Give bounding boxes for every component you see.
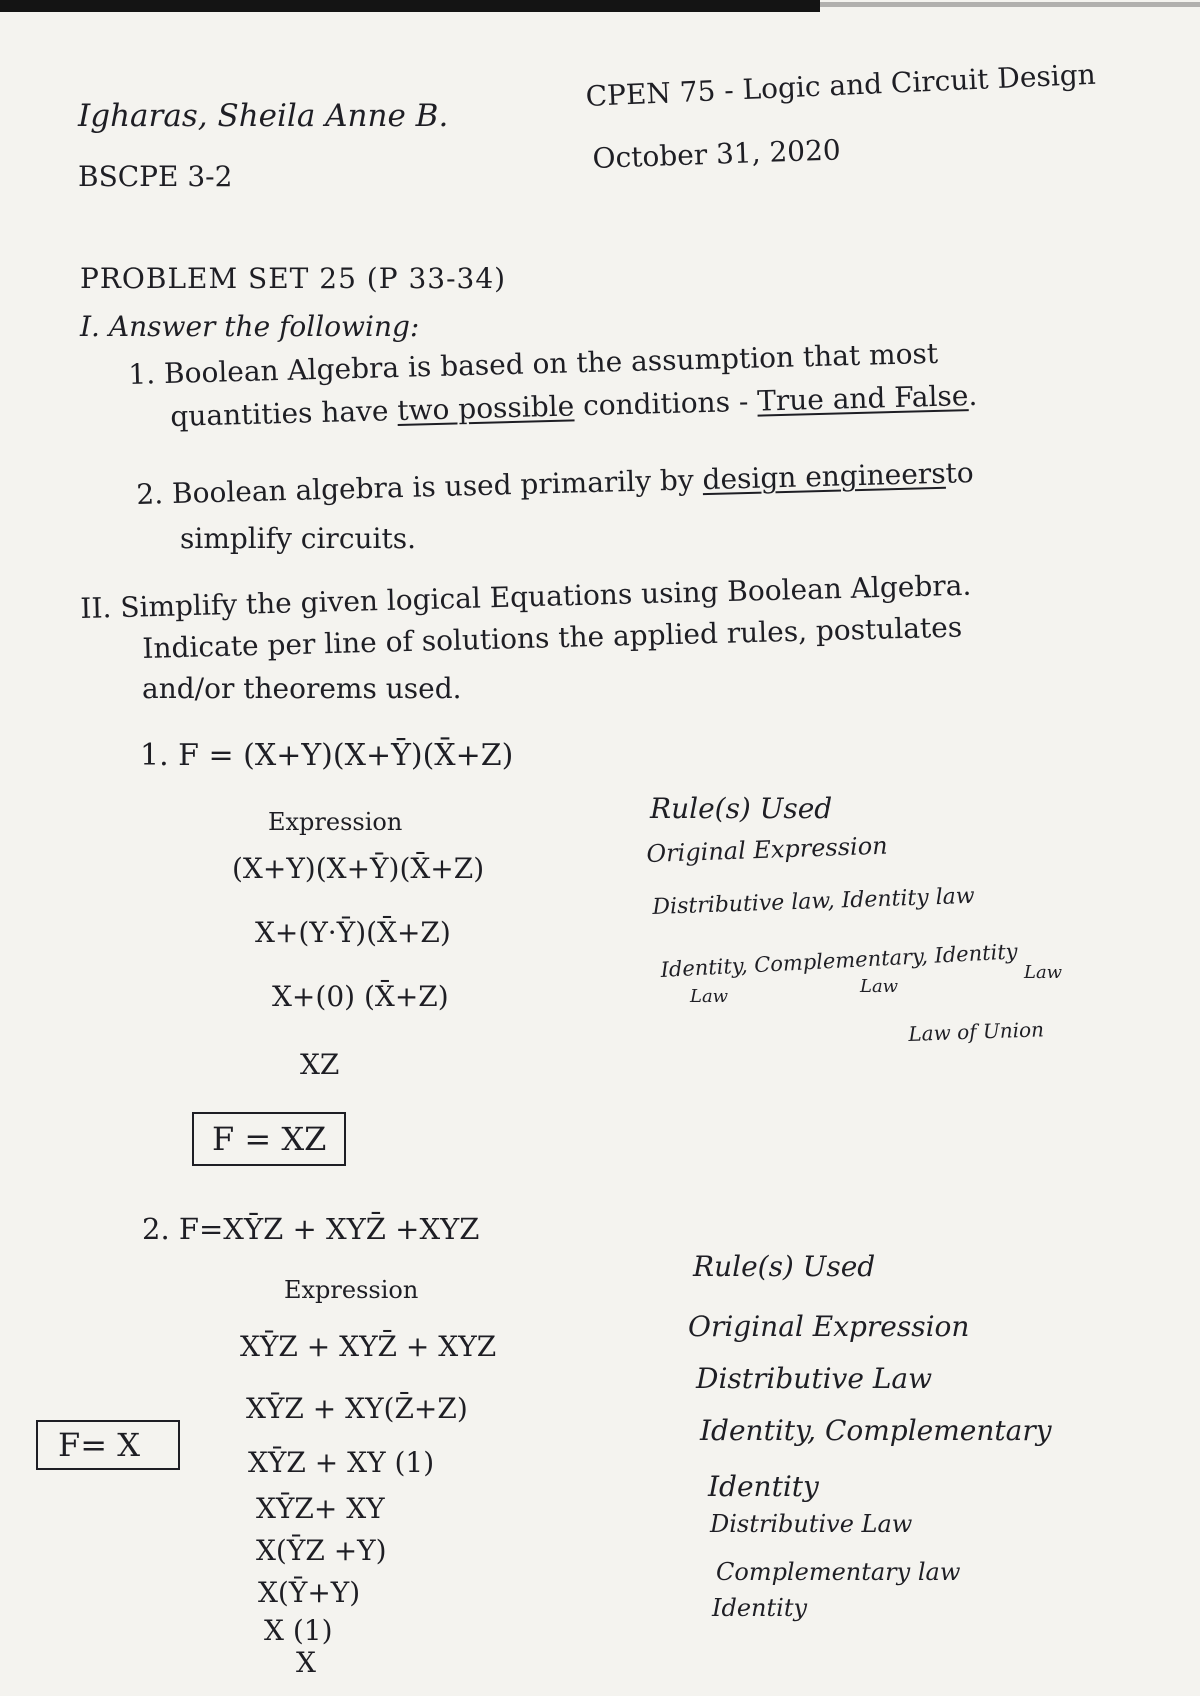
part2-heading-line-1: II. Simplify the given logical Equations using Boolean Algebra. <box>80 568 972 625</box>
problem-1-step-1: (X+Y)(X+Ȳ)(X̄+Z) <box>232 852 485 885</box>
problem-2-rule-6: Complementary law <box>716 1558 961 1586</box>
question-1-period: . <box>967 378 978 413</box>
problem-1-rule-2: Distributive law, Identity law <box>652 883 976 920</box>
problem-2-rule-7: Identity <box>712 1594 808 1622</box>
problem-1-rule-3: Identity, Complementary, Identity <box>660 939 1019 982</box>
problem-2-step-2: XȲZ + XY(Z̄+Z) <box>246 1392 468 1425</box>
question-1-text: Boolean Algebra is based on the assumption that most <box>163 336 939 391</box>
question-2-text-end: to <box>945 456 975 490</box>
problem-2-rule-2: Distributive Law <box>696 1362 933 1395</box>
course-title: CPEN 75 - Logic and Circuit Design <box>585 57 1097 113</box>
part2-heading-line-2: Indicate per line of solutions the applied rules, postulates <box>142 610 963 665</box>
problem-2-step-8: X <box>296 1646 316 1679</box>
problem-2-answer-box: F= X <box>36 1420 180 1470</box>
student-name: Igharas, Sheila Anne B. <box>78 98 449 134</box>
problem-1-rule-1: Original Expression <box>646 831 889 868</box>
problem-1-expression-header: Expression <box>268 808 403 836</box>
question-2-line-1 <box>136 456 974 511</box>
problem-2-rule-3: Identity, Complementary <box>700 1414 1052 1447</box>
answer-blank-design-engineers: design engineers <box>702 456 946 497</box>
question-2-text: Boolean algebra is used primarily by <box>171 463 695 511</box>
problem-1-rules-header: Rule(s) Used <box>650 792 833 825</box>
answer-blank-two-possible: two possible <box>396 389 575 428</box>
problem-2-rule-4: Identity <box>708 1470 819 1503</box>
problem-1-step-2: X+(Y·Ȳ)(X̄+Z) <box>255 916 451 949</box>
question-1-text-pre: quantities have <box>170 394 389 433</box>
problem-1-rule-4: Law of Union <box>908 1017 1045 1046</box>
problem-1-answer-box: F = XZ <box>192 1112 346 1166</box>
problem-1-rule-3-law-b: Law <box>860 976 899 997</box>
scan-top-edge <box>0 0 820 12</box>
part2-heading-line-3: and/or theorems used. <box>142 672 462 705</box>
problem-2-equation: 2. F=XȲZ + XYZ̄ +XYZ <box>142 1212 480 1246</box>
problem-2-step-6: X(Ȳ+Y) <box>258 1576 361 1609</box>
scan-top-edge-faint <box>820 2 1200 7</box>
part1-heading: I. Answer the following: <box>80 310 420 343</box>
problem-2-rule-1: Original Expression <box>688 1310 970 1343</box>
problem-2-step-3: XȲZ + XY (1) <box>248 1446 435 1479</box>
date: October 31, 2020 <box>592 133 842 175</box>
problem-1-rule-3-law-c: Law <box>1024 962 1063 983</box>
student-section: BSCPE 3-2 <box>78 160 233 193</box>
problem-2-rules-header: Rule(s) Used <box>693 1250 876 1283</box>
problem-2-step-4: XȲZ+ XY <box>256 1492 385 1525</box>
problem-set-title: PROBLEM SET 25 (P 33-34) <box>80 262 507 295</box>
answer-blank-true-false: True and False <box>756 379 969 418</box>
problem-2-expression-header: Expression <box>284 1276 419 1304</box>
problem-1-step-4: XZ <box>300 1048 340 1081</box>
problem-1-equation: 1. F = (X+Y)(X+Ȳ)(X̄+Z) <box>140 738 514 773</box>
problem-1-step-3: X+(0) (X̄+Z) <box>272 980 449 1013</box>
problem-2-step-5: X(ȲZ +Y) <box>256 1534 387 1567</box>
problem-1-rule-3-law-a: Law <box>690 986 729 1007</box>
problem-2-step-1: XȲZ + XYZ̄ + XYZ <box>240 1330 497 1363</box>
problem-2-step-7: X (1) <box>264 1614 333 1647</box>
question-2-line-2: simplify circuits. <box>180 522 417 555</box>
question-2-number: 2. <box>136 477 164 511</box>
question-1-line-2 <box>170 379 978 433</box>
problem-2-rule-5: Distributive Law <box>710 1510 913 1538</box>
question-1-text-mid: conditions - <box>582 384 749 423</box>
question-1-number: 1. <box>128 357 156 391</box>
